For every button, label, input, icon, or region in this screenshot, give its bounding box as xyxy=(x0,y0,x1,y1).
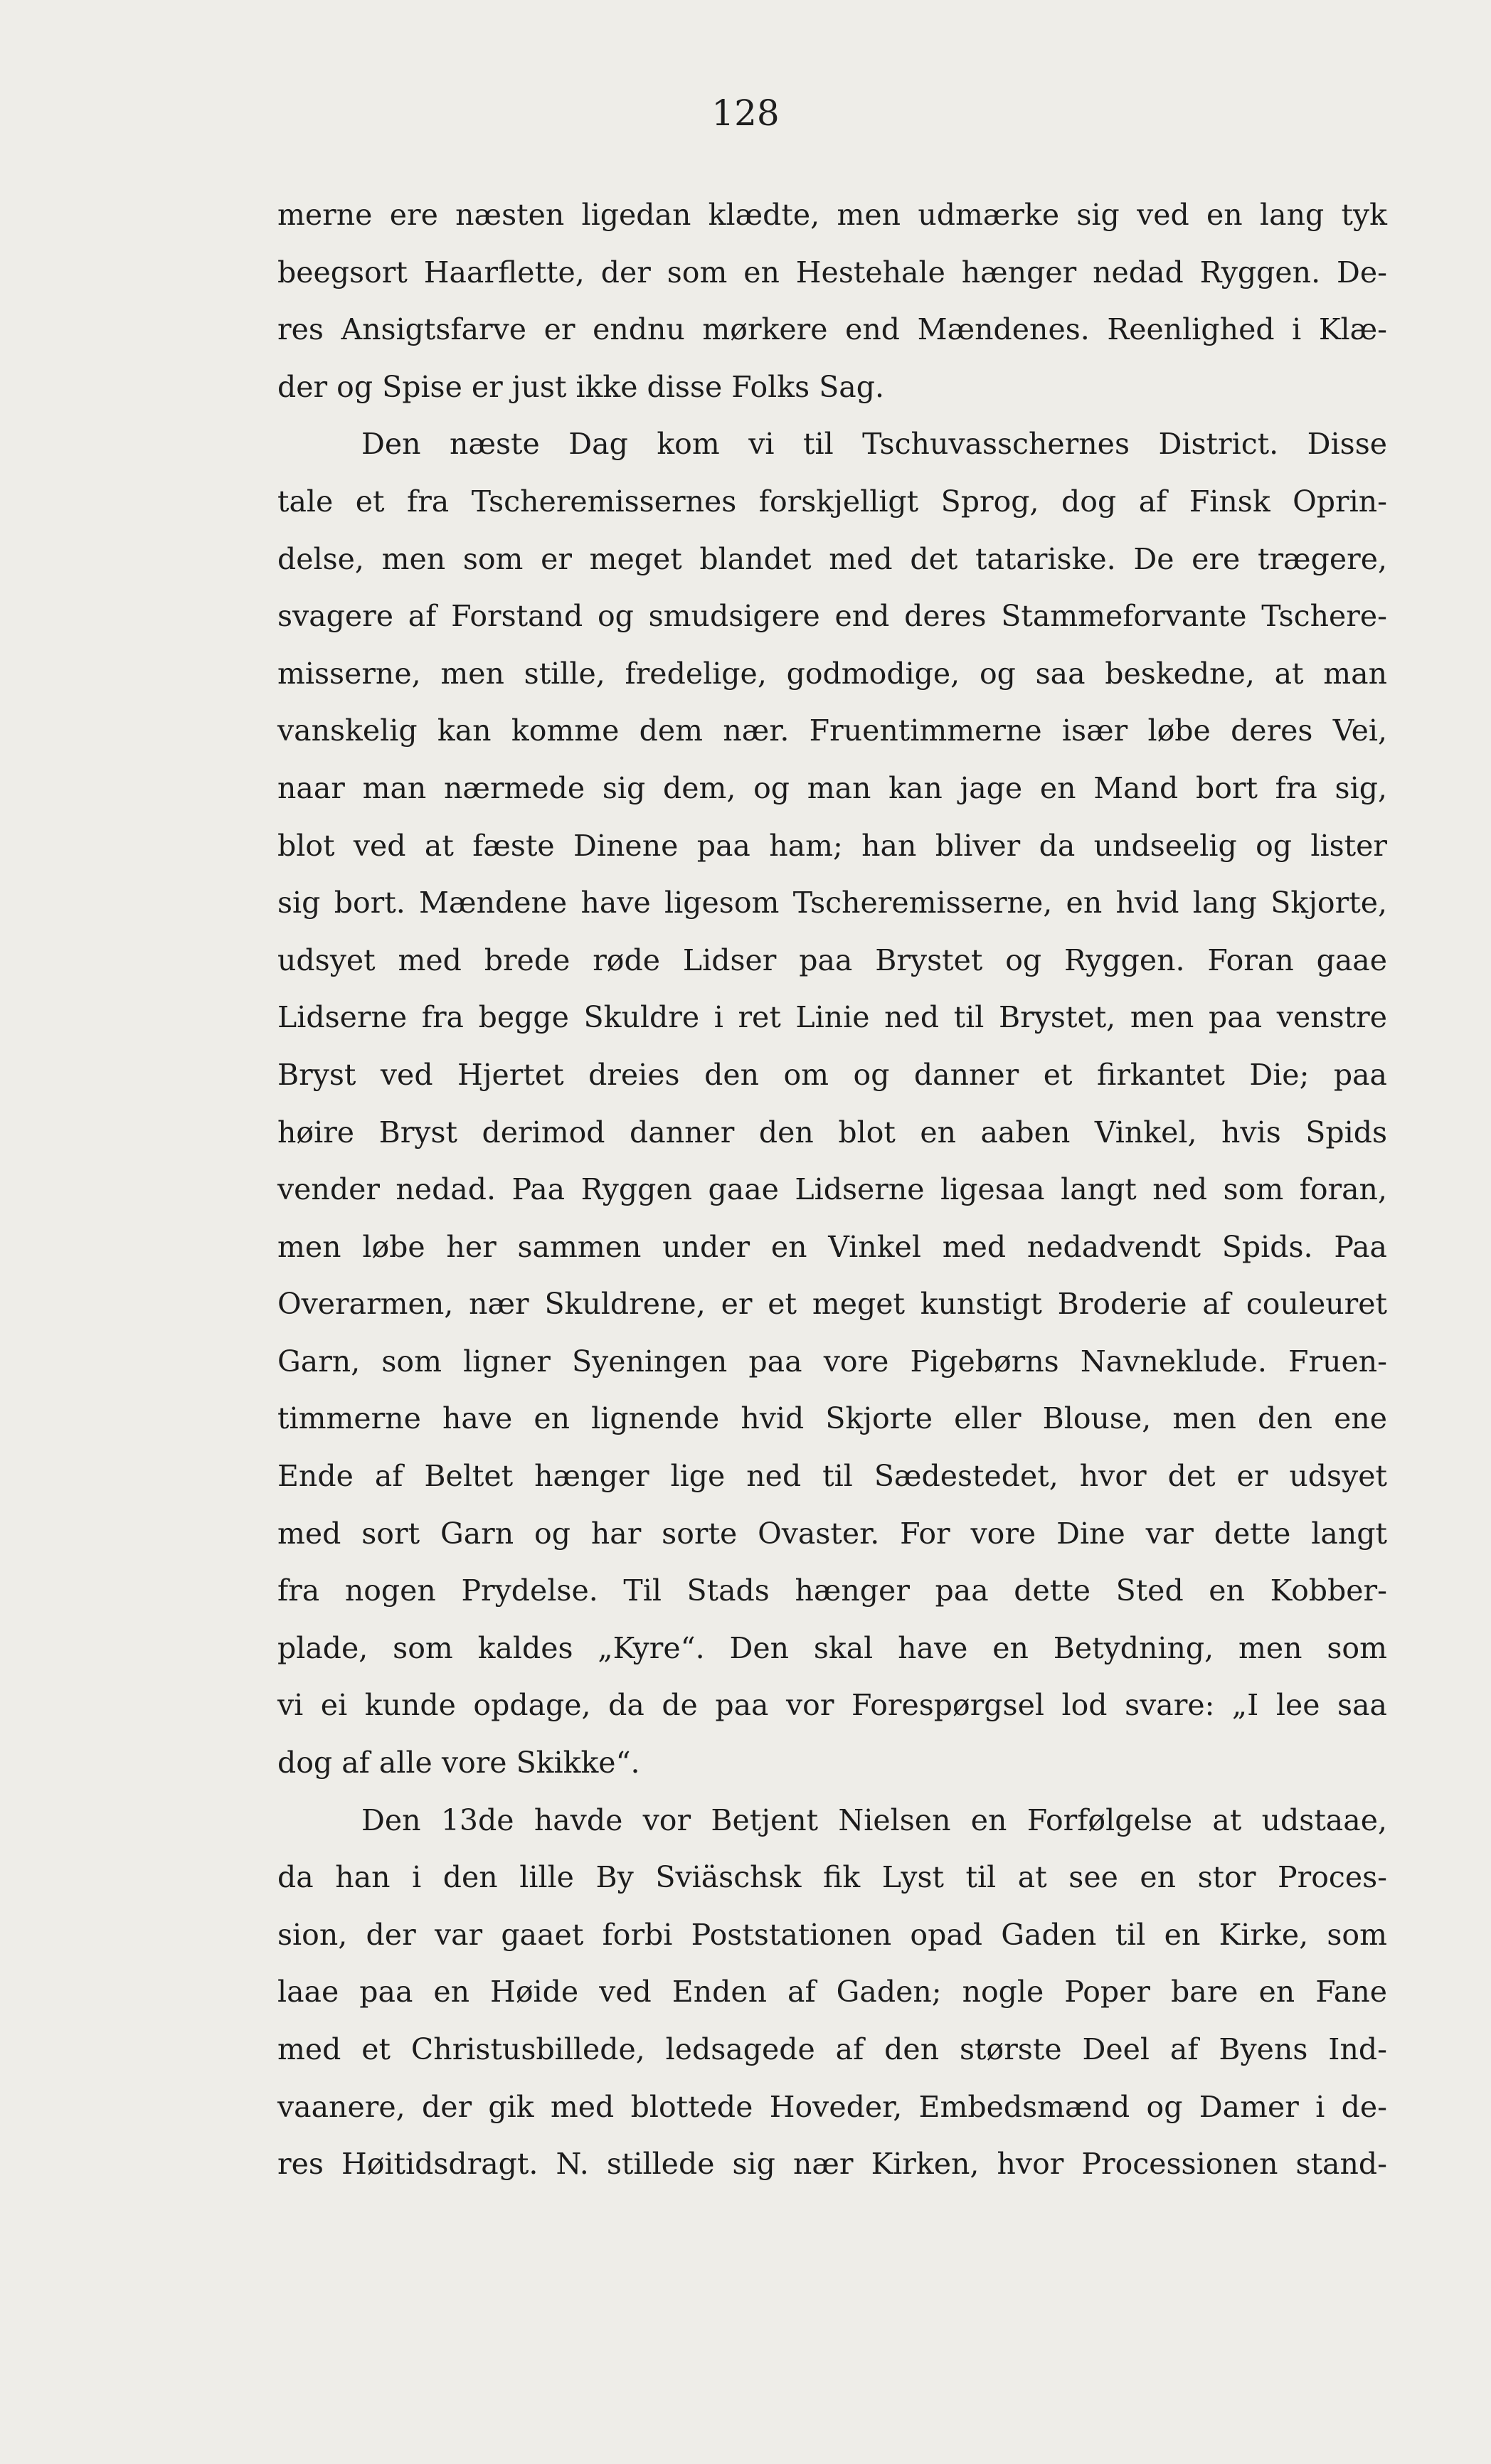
text-line: med et Christusbillede, ledsagede af den største Deel af Byens Ind- xyxy=(277,2032,1387,2066)
text-line: vaanere, der gik med blottede Hoveder, Embedsmænd og Damer i de- xyxy=(277,2089,1387,2124)
body-text xyxy=(277,186,1387,2193)
text-line: vanskelig kan komme dem nær. Fruentimmerne især løbe deres Vei, xyxy=(277,713,1387,748)
text-line: plade, som kaldes „Kyre“. Den skal have en Betydning, men som xyxy=(277,1630,1387,1665)
text-line: delse, men som er meget blandet med det tatariske. De ere trægere, xyxy=(277,541,1387,576)
text-line: Overarmen, nær Skuldrene, er et meget kunstigt Broderie af couleuret xyxy=(277,1287,1387,1322)
text-line: laae paa en Høide ved Enden af Gaden; nogle Poper bare en Fane xyxy=(277,1975,1387,2009)
text-line: da han i den lille By Sviäschsk fik Lyst til at see en stor Proces- xyxy=(277,1860,1387,1895)
text-line: res Høitidsdragt. N. stillede sig nær Kirken, hvor Processionen stand- xyxy=(277,2147,1387,2182)
text-line: vender nedad. Paa Ryggen gaae Lidserne ligesaa langt ned som foran, xyxy=(277,1172,1387,1207)
text-line: sion, der var gaaet forbi Poststationen opad Gaden til en Kirke, som xyxy=(277,1917,1387,1952)
text-line: res Ansigtsfarve er endnu mørkere end Mændenes. Reenlighed i Klæ- xyxy=(277,312,1387,347)
text-line: tale et fra Tscheremissernes forskjelligt Sprog, dog af Finsk Oprin- xyxy=(277,484,1387,519)
text-line: der og Spise er just ikke disse Folks Sag. xyxy=(277,369,885,404)
text-line: men løbe her sammen under en Vinkel med nedadvendt Spids. Paa xyxy=(277,1229,1387,1264)
text-line: blot ved at fæste Dinene paa ham; han bliver da undseelig og lister xyxy=(277,828,1387,863)
text-line: Ende af Beltet hænger lige ned til Sædestedet, hvor det er udsyet xyxy=(277,1459,1387,1494)
text-line: merne ere næsten ligedan klædte, men udmærke sig ved en lang tyk xyxy=(277,198,1387,232)
text-line: svagere af Forstand og smudsigere end deres Stammeforvante Tschere- xyxy=(277,599,1387,634)
text-line: vi ei kunde opdage, da de paa vor Forespørgsel lod svare: „I lee saa xyxy=(277,1688,1387,1723)
text-line: dog af alle vore Skikke“. xyxy=(277,1746,640,1780)
text-line: Den næste Dag kom vi til Tschuvasschernes District. Disse xyxy=(361,427,1387,462)
text-line: sig bort. Mændene have ligesom Tscheremisserne, en hvid lang Skjorte, xyxy=(277,886,1387,920)
text-line: Garn, som ligner Syeningen paa vore Pigebørns Navneklude. Fruen- xyxy=(277,1344,1387,1379)
text-line: høire Bryst derimod danner den blot en aaben Vinkel, hvis Spids xyxy=(277,1115,1387,1149)
text-line: fra nogen Prydelse. Til Stads hænger paa dette Sted en Kobber- xyxy=(277,1573,1387,1608)
page-number: 128 xyxy=(711,92,780,134)
text-line: udsyet med brede røde Lidser paa Brystet og Ryggen. Foran gaae xyxy=(277,942,1387,977)
text-line: Lidserne fra begge Skuldre i ret Linie ned til Brystet, men paa venstre xyxy=(277,1000,1387,1035)
text-line: med sort Garn og har sorte Ovaster. For vore Dine var dette langt xyxy=(277,1516,1387,1551)
text-line: Den 13de havde vor Betjent Nielsen en Forfølgelse at udstaae, xyxy=(361,1802,1387,1837)
text-line: misserne, men stille, fredelige, godmodige, og saa beskedne, at man xyxy=(277,656,1387,691)
text-line: Bryst ved Hjertet dreies den om og danner et firkantet Die; paa xyxy=(277,1057,1387,1092)
text-line: naar man nærmede sig dem, og man kan jage en Mand bort fra sig, xyxy=(277,770,1387,805)
text-line: beegsort Haarflette, der som en Hestehale hænger nedad Ryggen. De- xyxy=(277,255,1387,290)
text-line: timmerne have en lignende hvid Skjorte eller Blouse, men den ene xyxy=(277,1401,1387,1436)
